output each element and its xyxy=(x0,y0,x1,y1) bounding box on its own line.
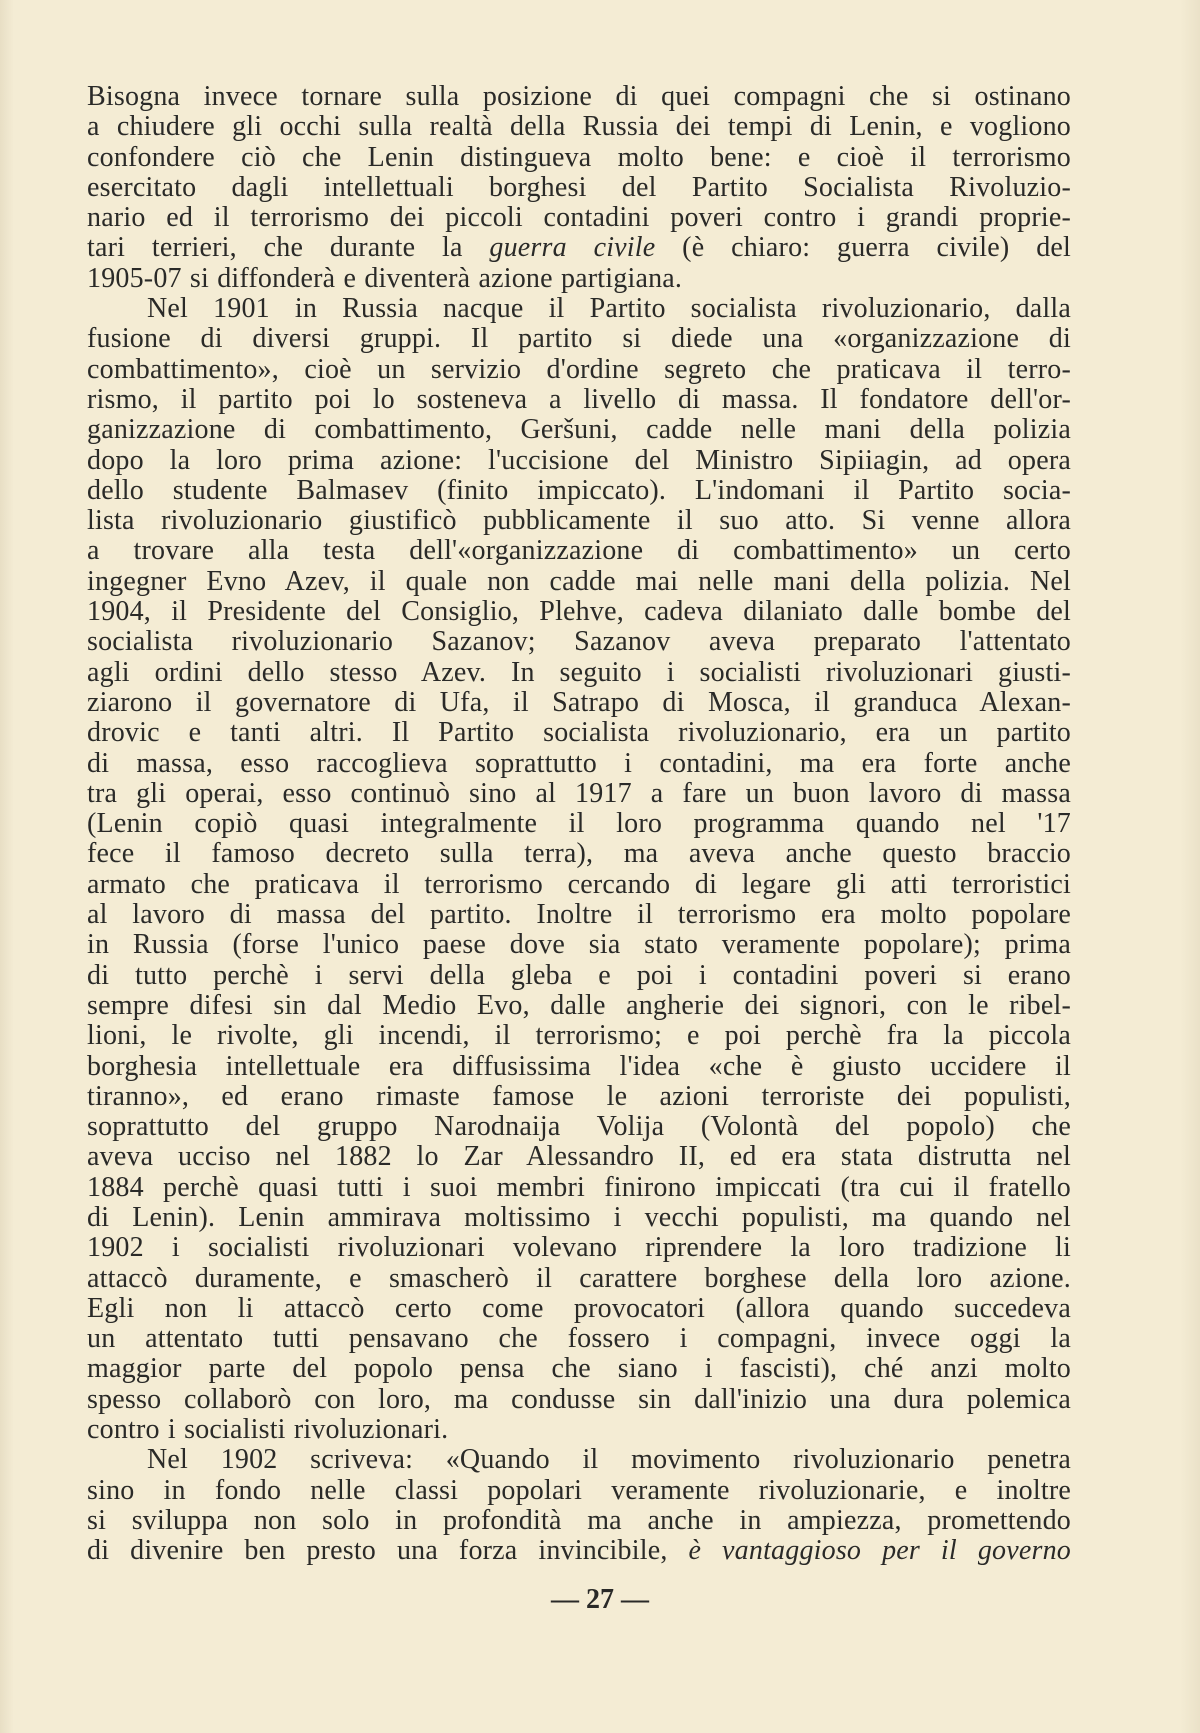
text-line xyxy=(87,779,1071,809)
text-segment: si sviluppa non solo in profondità ma anche in ampiezza, promettendo xyxy=(87,1504,1071,1536)
text-segment: ganizzazione di combattimento, Geršuni, cadde nelle mani della polizia xyxy=(87,414,1071,446)
text-line xyxy=(87,930,1071,960)
text-segment: 1904, il Presidente del Consiglio, Plehve, cadeva dilaniato dalle bombe del xyxy=(87,596,1071,628)
text-segment: dello studente Balmasev (finito impiccato). L'indomani il Partito socia- xyxy=(87,474,1071,506)
italic-text: è vantaggioso per il governo xyxy=(688,1535,1071,1567)
text-segment: fusione di diversi gruppi. Il partito si diede una «organizzazione di xyxy=(87,323,1071,355)
text-line xyxy=(87,1082,1071,1112)
text-segment: rismo, il partito poi lo sosteneva a livello di massa. Il fondatore dell'or- xyxy=(87,383,1071,415)
text-segment: in Russia (forse l'unico paese dove sia stato veramente popolare); prima xyxy=(87,929,1071,961)
text-segment: nario ed il terrorismo dei piccoli contadini poveri contro i grandi proprie- xyxy=(87,202,1071,234)
text-line xyxy=(87,900,1071,930)
text-segment: agli ordini dello stesso Azev. In seguito i socialisti rivoluzionari giusti- xyxy=(87,656,1071,688)
text-line xyxy=(87,870,1071,900)
text-segment: borghesia intellettuale era diffusissima l'idea «che è giusto uccidere il xyxy=(87,1050,1071,1082)
text-segment: tiranno», ed erano rimaste famose le azioni terroriste dei populisti, xyxy=(87,1080,1071,1112)
text-line xyxy=(87,476,1071,506)
text-segment: lista rivoluzionario giustificò pubblicamente il suo atto. Si venne allora xyxy=(87,505,1071,537)
text-line xyxy=(87,991,1071,1021)
italic-text: guerra civile xyxy=(489,232,656,264)
page-number: — 27 — xyxy=(551,1584,649,1615)
text-segment: aveva ucciso nel 1882 lo Zar Alessandro II, ed era stata distrutta nel xyxy=(87,1141,1071,1173)
text-segment: sempre difesi sin dal Medio Evo, dalle angherie dei signori, con le ribel- xyxy=(87,989,1071,1021)
text-line xyxy=(87,264,1071,294)
text-segment: (Lenin copiò quasi integralmente il loro programma quando nel '17 xyxy=(87,808,1071,840)
text-segment: sino in fondo nelle classi popolari veramente rivoluzionarie, e inoltre xyxy=(87,1474,1071,1506)
text-line xyxy=(87,324,1071,354)
text-line xyxy=(87,749,1071,779)
text-line xyxy=(87,1142,1071,1172)
body-text xyxy=(87,82,1071,1567)
text-segment: 1884 perchè quasi tutti i suoi membri finirono impiccati (tra cui il fratello xyxy=(87,1171,1071,1203)
text-segment: a chiudere gli occhi sulla realtà della Russia dei tempi di Lenin, e vogliono xyxy=(87,111,1071,143)
text-segment: combattimento», cioè un servizio d'ordine segreto che praticava il terro- xyxy=(87,353,1071,385)
text-segment: maggior parte del popolo pensa che siano i fascisti), ché anzi molto xyxy=(87,1353,1071,1385)
text-line xyxy=(87,82,1071,112)
text-segment: un attentato tutti pensavano che fossero i compagni, invece oggi la xyxy=(87,1323,1071,1355)
text-line xyxy=(87,1445,1071,1475)
text-line xyxy=(87,961,1071,991)
text-line xyxy=(87,446,1071,476)
text-line xyxy=(87,839,1071,869)
text-segment: Nel 1902 scriveva: «Quando il movimento rivoluzionario penetra xyxy=(147,1444,1071,1476)
text-segment: spesso collaborò con loro, ma condusse sin dall'inizio una dura polemica xyxy=(87,1383,1071,1415)
text-line xyxy=(87,415,1071,445)
text-line xyxy=(87,688,1071,718)
text-segment: al lavoro di massa del partito. Inoltre il terrorismo era molto popolare xyxy=(87,899,1071,931)
text-line xyxy=(87,1536,1071,1566)
text-segment: attaccò duramente, e smascherò il carattere borghese della loro azione. xyxy=(87,1262,1071,1294)
text-segment: Egli non li attaccò certo come provocatori (allora quando succedeva xyxy=(87,1292,1071,1324)
text-line xyxy=(87,1385,1071,1415)
text-line xyxy=(87,536,1071,566)
text-line xyxy=(87,1506,1071,1536)
text-segment: lioni, le rivolte, gli incendi, il terrorismo; e poi perchè fra la piccola xyxy=(87,1020,1071,1052)
text-segment: 1905-07 si diffonderà e diventerà azione partigiana. xyxy=(87,262,683,294)
text-segment: a trovare alla testa dell'«organizzazione di combattimento» un certo xyxy=(87,535,1071,567)
text-segment: socialista rivoluzionario Sazanov; Sazanov aveva preparato l'attentato xyxy=(87,626,1071,658)
text-line xyxy=(87,506,1071,536)
text-line xyxy=(87,1324,1071,1354)
text-segment: confondere ciò che Lenin distingueva molto bene: e cioè il terrorismo xyxy=(87,141,1071,173)
text-segment: Bisogna invece tornare sulla posizione di quei compagni che si ostinano xyxy=(87,81,1071,112)
text-line xyxy=(87,1021,1071,1051)
text-segment: tra gli operai, esso continuò sino al 1917 a fare un buon lavoro di massa xyxy=(87,777,1071,809)
text-line xyxy=(87,1264,1071,1294)
text-line xyxy=(87,294,1071,324)
text-segment: contro i socialisti rivoluzionari. xyxy=(87,1414,449,1446)
text-line xyxy=(87,1052,1071,1082)
text-segment: 1902 i socialisti rivoluzionari volevano riprendere la loro tradizione li xyxy=(87,1232,1071,1264)
text-line xyxy=(87,1476,1071,1506)
text-line xyxy=(87,385,1071,415)
text-line xyxy=(87,112,1071,142)
text-line xyxy=(87,173,1071,203)
text-line xyxy=(87,1233,1071,1263)
text-segment: ingegner Evno Azev, il quale non cadde mai nelle mani della polizia. Nel xyxy=(87,565,1071,597)
text-segment: drovic e tanti altri. Il Partito socialista rivoluzionario, era un partito xyxy=(87,717,1071,749)
text-segment: di divenire ben presto una forza invincibile, xyxy=(87,1535,689,1567)
text-segment: tari terrieri, che durante la xyxy=(87,232,490,264)
text-segment: Nel 1901 in Russia nacque il Partito socialista rivoluzionario, dalla xyxy=(147,293,1071,325)
text-segment: esercitato dagli intellettuali borghesi del Partito Socialista Rivoluzio- xyxy=(87,171,1071,203)
text-segment: armato che praticava il terrorismo cercando di legare gli atti terroristici xyxy=(87,868,1071,900)
text-segment: di tutto perchè i servi della gleba e poi i contadini poveri si erano xyxy=(87,959,1071,991)
text-line xyxy=(87,1294,1071,1324)
text-line xyxy=(87,1203,1071,1233)
text-line xyxy=(87,627,1071,657)
text-line xyxy=(87,143,1071,173)
text-segment: di Lenin). Lenin ammirava moltissimo i vecchi populisti, ma quando nel xyxy=(87,1201,1071,1233)
text-line xyxy=(87,1354,1071,1384)
text-line xyxy=(87,203,1071,233)
text-segment: ziarono il governatore di Ufa, il Satrapo di Mosca, il granduca Alexan- xyxy=(87,686,1071,718)
text-segment: fece il famoso decreto sulla terra), ma aveva anche questo braccio xyxy=(87,838,1071,870)
text-line xyxy=(87,658,1071,688)
text-line xyxy=(87,597,1071,627)
text-line xyxy=(87,718,1071,748)
text-segment: di massa, esso raccoglieva soprattutto i contadini, ma era forte anche xyxy=(87,747,1071,779)
text-line xyxy=(87,809,1071,839)
text-line xyxy=(87,355,1071,385)
text-line xyxy=(87,1112,1071,1142)
text-segment: soprattutto del gruppo Narodnaija Volija (Volontà del popolo) che xyxy=(87,1111,1071,1143)
text-segment: (è chiaro: guerra civile) del xyxy=(655,232,1072,264)
text-line xyxy=(87,1415,1071,1445)
text-line xyxy=(87,233,1071,263)
text-line xyxy=(87,567,1071,597)
text-segment: dopo la loro prima azione: l'uccisione del Ministro Sipiiagin, ad opera xyxy=(87,444,1071,476)
text-line xyxy=(87,1173,1071,1203)
